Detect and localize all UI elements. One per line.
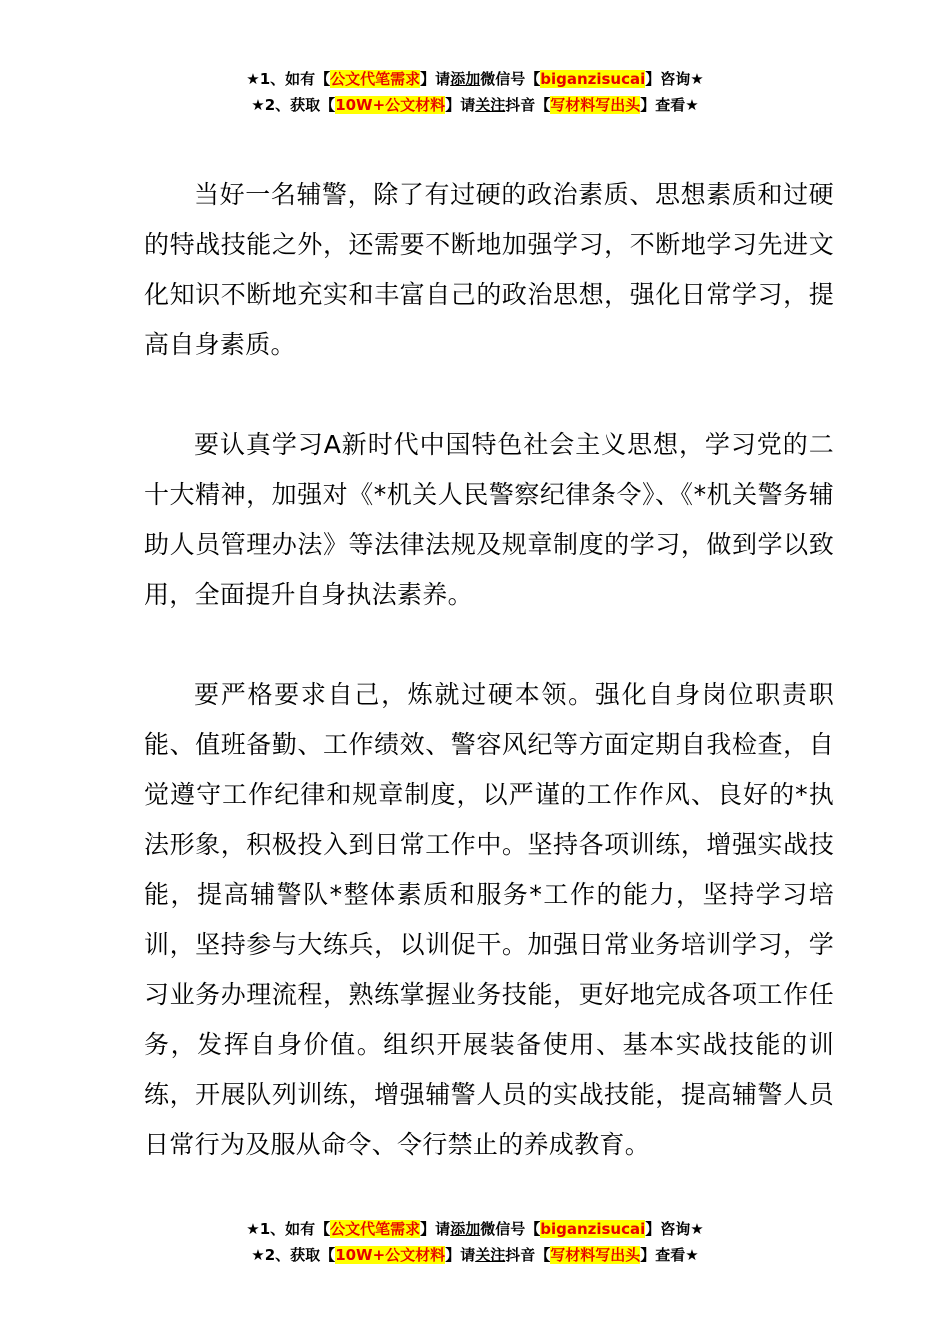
- paragraph-3: 要严格要求自己，炼就过硬本领。强化自身岗位职责职能、值班备勤、工作绩效、警容风纪等方面定期自我检查，自觉遵守工作纪律和规章制度，以严谨的工作作风、良好的*执法形象，积极投入到日常工作中。坚持各项训练，增强实战技能，提高辅警队*整体素质和服务*工作的能力，坚持学习培训，坚持参与大练兵，以训促干。加强日常业务培训学习，学习业务办理流程，熟练掌握业务技能，更好地完成各项工作任务，发挥自身价值。组织开展装备使用、基本实战技能的训练，开展队列训练，增强辅警人员的实战技能，提高辅警人员日常行为及服从命令、令行禁止的养成教育。: [144, 680, 834, 1159]
- highlight-wechat-id: biganzisucai: [540, 1220, 646, 1238]
- highlight-service: 公文代笔需求: [330, 1220, 421, 1238]
- highlight-douyin-account: 写材料写出头: [550, 1246, 641, 1264]
- paragraph-2: 要认真学习A新时代中国特色社会主义思想，学习党的二十大精神，加强对《*机关人民警察纪律条令》、《*机关警务辅助人员管理办法》等法律法规及规章制度的学习，做到学以致用，全面提升自身执法素养。: [144, 430, 834, 609]
- footer-line-2: ★2、获取【10W+公文材料】请关注抖音【写材料写出头】查看★: [251, 1246, 699, 1264]
- highlight-wechat-id: biganzisucai: [540, 70, 646, 88]
- header-banner: [0, 66, 950, 118]
- highlight-materials: 10W+公文材料: [335, 96, 446, 114]
- footer-line-1: ★1、如有【公文代笔需求】请添加微信号【biganzisucai】咨询★: [246, 1220, 704, 1238]
- document-body: [144, 170, 834, 1170]
- paragraph-1: 当好一名辅警，除了有过硬的政治素质、思想素质和过硬的特战技能之外，还需要不断地加强学习，不断地学习先进文化知识不断地充实和丰富自己的政治思想，强化日常学习，提高自身素质。: [144, 180, 834, 359]
- footer-banner: [0, 1216, 950, 1268]
- highlight-materials: 10W+公文材料: [335, 1246, 446, 1264]
- banner-line-1: ★1、如有【公文代笔需求】请添加微信号【biganzisucai】咨询★: [246, 70, 704, 88]
- banner-line-2: ★2、获取【10W+公文材料】请关注抖音【写材料写出头】查看★: [251, 96, 699, 114]
- highlight-douyin-account: 写材料写出头: [550, 96, 641, 114]
- highlight-service: 公文代笔需求: [330, 70, 421, 88]
